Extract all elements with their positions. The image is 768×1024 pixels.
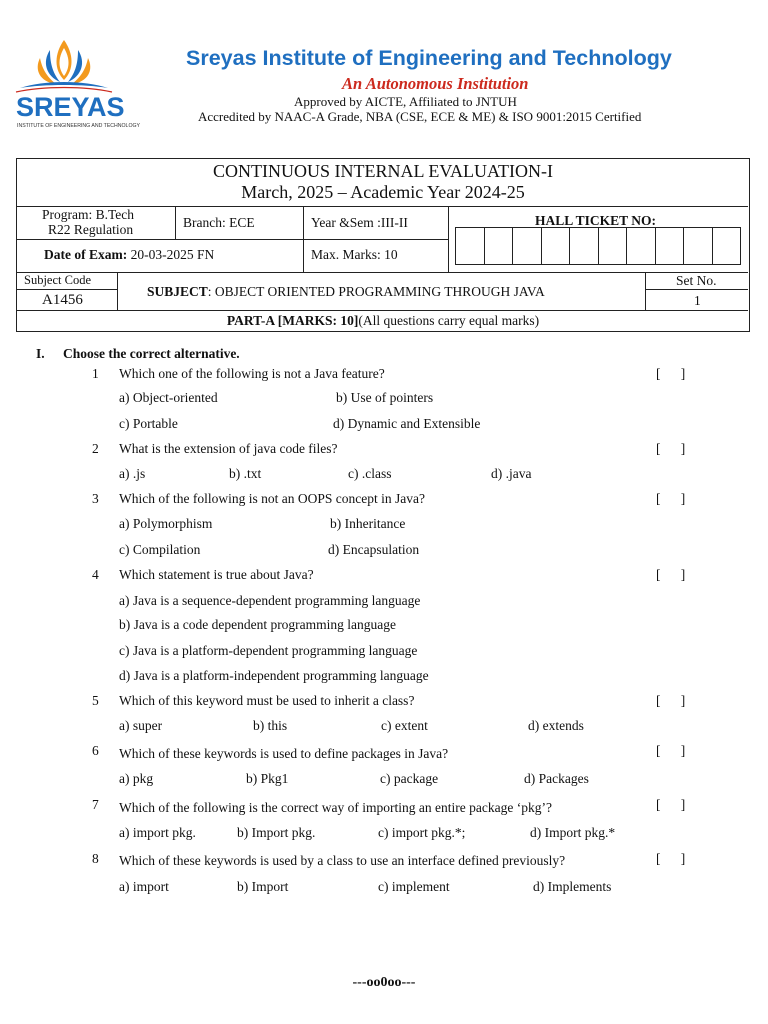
option-d: d) extends: [528, 718, 584, 733]
set-number-label: Set No.: [676, 273, 717, 288]
option-a: a) Object-oriented: [119, 390, 218, 405]
option-d: d) Implements: [533, 879, 612, 894]
end-marker: ---oo0oo---: [352, 975, 416, 990]
option-b: b) Import: [237, 879, 289, 894]
option-a: a) pkg: [119, 771, 154, 786]
institute-logo: [14, 36, 150, 132]
question-number: 8: [92, 851, 99, 866]
option-c: c) Portable: [119, 416, 178, 431]
part-a-label: PART-A [MARKS: 10]: [226, 313, 359, 328]
branch: Branch: ECE: [183, 215, 255, 230]
section-number: I.: [36, 346, 45, 361]
answer-bracket: [ ]: [656, 366, 686, 381]
question-number: 3: [92, 491, 99, 506]
question-text: Which of these keywords is used to define packages in Java?: [119, 746, 449, 761]
question-text: What is the extension of java code files?: [119, 441, 338, 456]
section-title: Choose the correct alternative.: [63, 346, 240, 361]
option-d: d) Import pkg.*: [530, 825, 616, 840]
hall-ticket-label: HALL TICKET NO:: [535, 213, 657, 228]
option-d: d) .java: [491, 466, 532, 481]
option-b: b) .txt: [229, 466, 262, 481]
logo-text: SREYAS: [16, 92, 125, 122]
option-c: c) Compilation: [119, 542, 201, 557]
question-number: 1: [92, 366, 99, 381]
question-text: Which of these keywords is used by a class to use an interface defined previously?: [119, 853, 566, 868]
exam-date: [44, 247, 214, 263]
option-d: d) Encapsulation: [328, 542, 420, 557]
option-a: a) .js: [119, 466, 146, 481]
logo-subtext: INSTITUTE OF ENGINEERING AND TECHNOLOGY: [17, 123, 140, 129]
option-c: c) implement: [378, 879, 450, 894]
option-d: d) Packages: [524, 771, 589, 786]
hall-ticket-boxes: [455, 227, 741, 265]
option-c: c) import pkg.*;: [378, 825, 466, 840]
option-b: b) Inheritance: [330, 516, 406, 531]
institution-name: Sreyas Institute of Engineering and Technology: [186, 46, 672, 70]
option-c: c) .class: [348, 466, 392, 481]
option-c: c) Java is a platform-dependent programming language: [119, 643, 418, 658]
question-text: Which of this keyword must be used to inherit a class?: [119, 693, 415, 708]
question-number: 5: [92, 693, 99, 708]
year-sem: Year &Sem :III-II: [311, 215, 408, 230]
subject-label: SUBJECT: [147, 284, 208, 299]
part-a-heading: [17, 313, 749, 329]
exam-title: CONTINUOUS INTERNAL EVALUATION-I: [213, 161, 553, 181]
option-a: a) Java is a sequence-dependent programming language: [119, 593, 421, 608]
max-marks: Max. Marks: 10: [311, 247, 398, 262]
autonomous-tagline: An Autonomous Institution: [342, 74, 529, 93]
subject-value: : OBJECT ORIENTED PROGRAMMING THROUGH JAVA: [207, 284, 545, 299]
option-b: b) Import pkg.: [237, 825, 316, 840]
question-text: Which of the following is not an OOPS concept in Java?: [119, 491, 425, 506]
exam-info-table: [16, 158, 750, 332]
option-b: b) Pkg1: [246, 771, 289, 786]
program: Program: B.Tech: [42, 207, 135, 222]
option-a: a) super: [119, 718, 163, 733]
option-b: b) Java is a code dependent programming language: [119, 617, 397, 632]
part-a-note: (All questions carry equal marks): [358, 313, 540, 328]
option-d: d) Dynamic and Extensible: [333, 416, 481, 431]
accreditation-line: Accredited by NAAC-A Grade, NBA (CSE, ECE & ME) & ISO 9001:2015 Certified: [198, 109, 642, 124]
option-b: b) Use of pointers: [336, 390, 434, 405]
answer-bracket: [ ]: [656, 491, 686, 506]
answer-bracket: [ ]: [656, 693, 686, 708]
date-value: 20-03-2025 FN: [127, 247, 215, 262]
regulation: R22 Regulation: [48, 222, 134, 237]
logo-emblem-icon: [14, 36, 150, 132]
exam-subtitle: March, 2025 – Academic Year 2024-25: [241, 182, 525, 202]
option-a: a) Polymorphism: [119, 516, 213, 531]
date-label: Date of Exam:: [44, 247, 128, 262]
option-a: a) import: [119, 879, 169, 894]
question-number: 7: [92, 797, 99, 812]
set-number: 1: [694, 293, 701, 308]
subject-code: A1456: [42, 292, 83, 308]
answer-bracket: [ ]: [656, 797, 686, 812]
question-text: Which statement is true about Java?: [119, 567, 314, 582]
subject: [147, 284, 545, 300]
option-b: b) this: [253, 718, 288, 733]
option-c: c) extent: [381, 718, 428, 733]
answer-bracket: [ ]: [656, 567, 686, 582]
option-a: a) import pkg.: [119, 825, 196, 840]
subject-code-label: Subject Code: [24, 273, 92, 287]
answer-bracket: [ ]: [656, 441, 686, 456]
option-c: c) package: [380, 771, 439, 786]
answer-bracket: [ ]: [656, 743, 686, 758]
question-text: Which one of the following is not a Java feature?: [119, 366, 385, 381]
question-number: 6: [92, 743, 99, 758]
option-d: d) Java is a platform-independent programming language: [119, 668, 429, 683]
question-text: Which of the following is the correct way of importing an entire package ‘pkg’?: [119, 800, 552, 815]
approval-line: Approved by AICTE, Affiliated to JNTUH: [294, 94, 517, 109]
answer-bracket: [ ]: [656, 851, 686, 866]
question-number: 2: [92, 441, 99, 456]
question-number: 4: [92, 567, 99, 582]
